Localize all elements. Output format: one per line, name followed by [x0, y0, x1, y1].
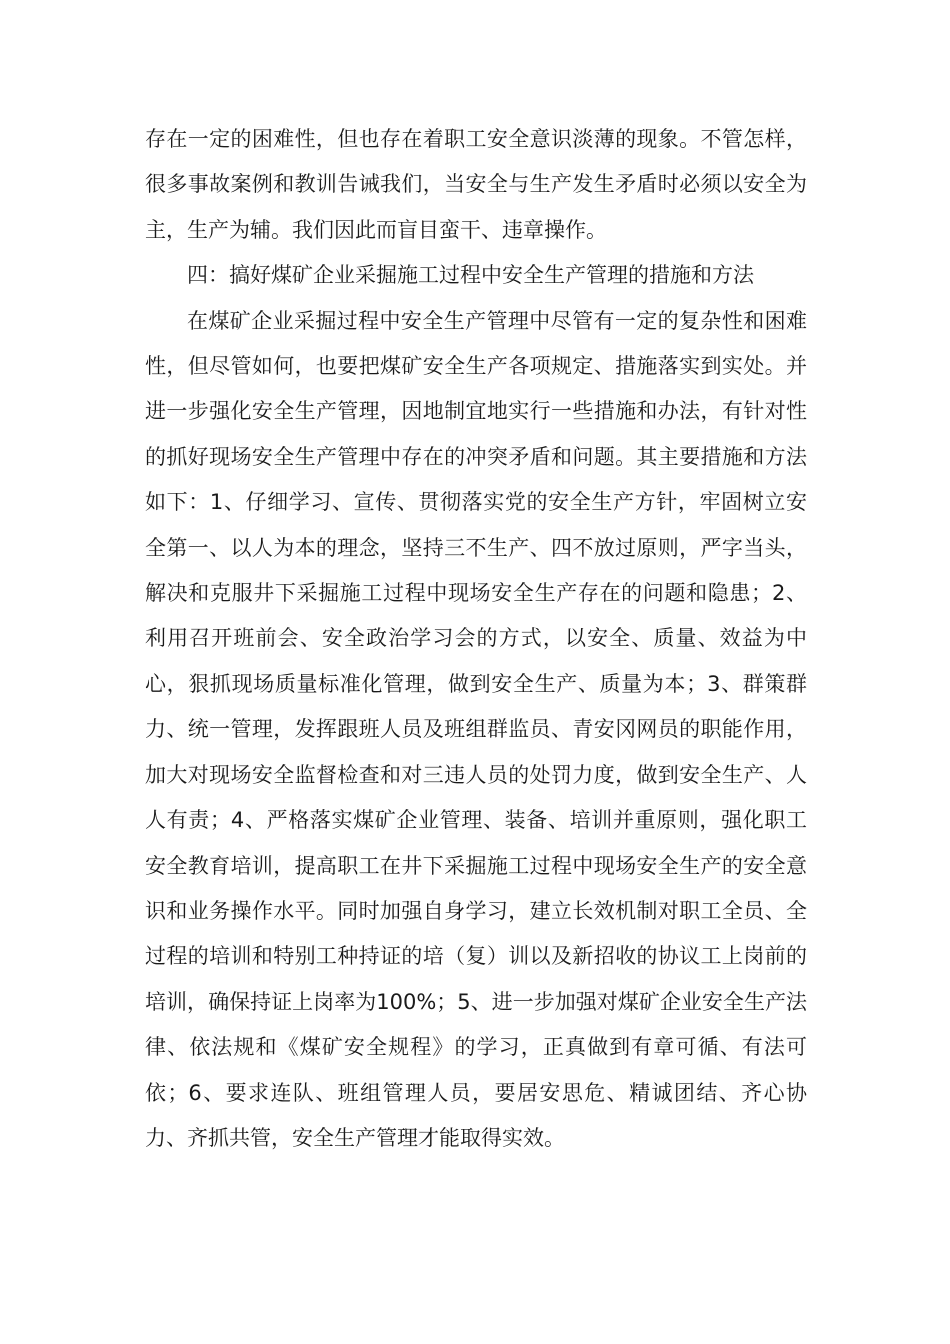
- paragraph-continuation: 存在一定的困难性，但也存在着职工安全意识淡薄的现象。不管怎样，很多事故案例和教训告诫我们，当安全与生产发生矛盾时必须以安全为主，生产为辅。我们因此而盲目蛮干、违章操作。: [145, 127, 807, 242]
- section-heading: 四：搞好煤矿企业采掘施工过程中安全生产管理的措施和方法: [187, 263, 754, 288]
- document-body: [145, 117, 807, 1161]
- paragraph-measures: 在煤矿企业采掘过程中安全生产管理中尽管有一定的复杂性和困难性，但尽管如何，也要把煤矿安全生产各项规定、措施落实到实处。并进一步强化安全生产管理，因地制宜地实行一些措施和办法，有针对性的抓好现场安全生产管理中存在的冲突矛盾和问题。其主要措施和方法如下：1、仔细学习、宣传、贯彻落实党的安全生产方针，牢固树立安全第一、以人为本的理念，坚持三不生产、四不放过原则，严字当头，解决和克服井下采掘施工过程中现场安全生产存在的问题和隐患；2、利用召开班前会、安全政治学习会的方式，以安全、质量、效益为中心，狠抓现场质量标准化管理，做到安全生产、质量为本；3、群策群力、统一管理，发挥跟班人员及班组群监员、青安冈网员的职能作用，加大对现场安全监督检查和对三违人员的处罚力度，做到安全生产、人人有责；4、严格落实煤矿企业管理、装备、培训并重原则，强化职工安全教育培训，提高职工在井下采掘施工过程中现场安全生产的安全意识和业务操作水平。同时加强自身学习，建立长效机制对职工全员、全过程的培训和特别工种持证的培（复）训以及新招收的协议工上岗前的培训，确保持证上岗率为100%；5、进一步加强对煤矿企业安全生产法律、依法规和《煤矿安全规程》的学习，正真做到有章可循、有法可依；6、要求连队、班组管理人员，要居安思危、精诚团结、齐心协力、齐抓共管，安全生产管理才能取得实效。: [145, 308, 807, 1150]
